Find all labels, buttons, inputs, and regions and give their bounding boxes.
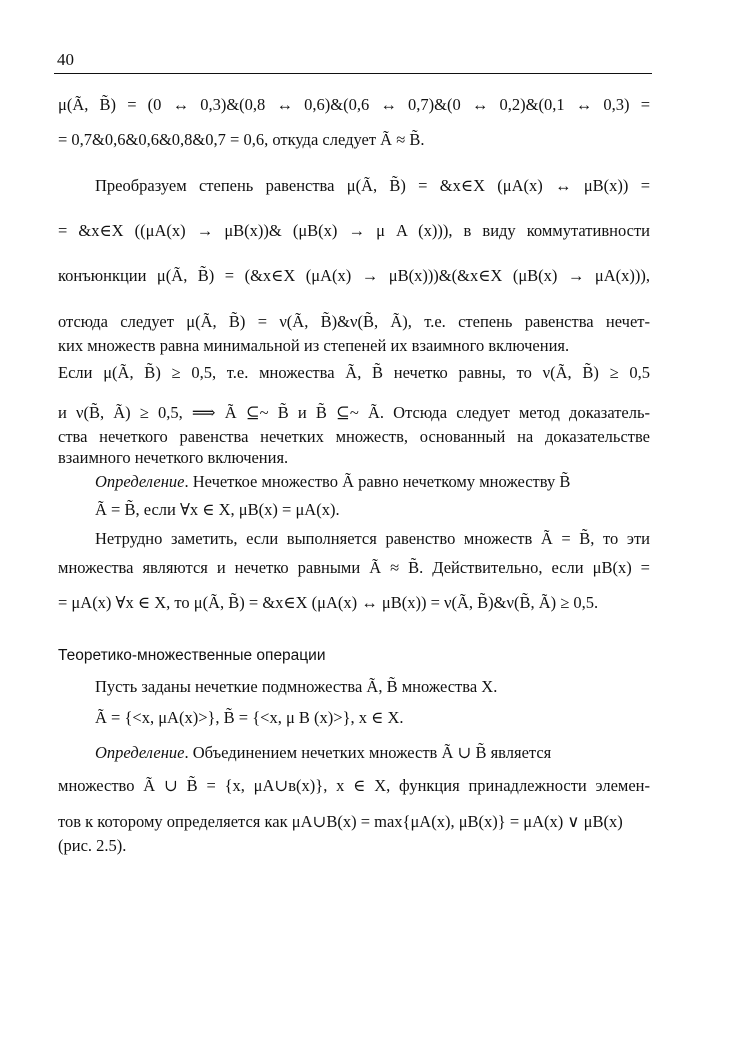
definition-2-line-2: множество Ã ∪ B̃ = {x, μA∪в(x)}, x ∈ X, функция принадлежности элемен- xyxy=(58,776,650,795)
paragraph-3-line-1: Нетрудно заметить, если выполняется равенство множеств Ã = B̃, то эти xyxy=(95,529,650,548)
definition-2-line-4: (рис. 2.5). xyxy=(58,836,127,855)
paragraph-2-line-3: ства нечеткого равенства нечетких множеств, основанный на доказательстве xyxy=(58,427,650,446)
definition-1-line-2: Ã = B̃, если ∀x ∈ X, μB(x) = μA(x). xyxy=(95,500,340,519)
definition-2-label: Определение xyxy=(95,743,185,762)
paragraph-1-line-4: отсюда следует μ(Ã, B̃) = ν(Ã, B̃)&ν(B̃, Ã), т.е. степень равенства нечет- xyxy=(58,312,650,331)
paragraph-1-line-5: ких множеств равна минимальной из степеней их взаимного включения. xyxy=(58,336,570,355)
definition-2-text: . Объединением нечетких множеств Ã ∪ B̃ является xyxy=(184,743,552,762)
paragraph-1-line-2: = &x∈X ((μA(x) → μB(x))& (μB(x) → μ A (x))), в виду коммутативности xyxy=(58,221,650,240)
paragraph-1-line-1: Преобразуем степень равенства μ(Ã, B̃) = &x∈X (μA(x) ↔ μB(x)) = xyxy=(95,176,650,195)
paragraph-2-line-2: и ν(B̃, Ã) ≥ 0,5, ⟹ Ã ⊆~ B̃ и B̃ ⊆~ Ã. Отсюда следует метод доказатель- xyxy=(58,403,650,422)
definition-2-line-1 xyxy=(95,743,650,763)
definition-1-text: . Нечеткое множество Ã равно нечеткому множеству B̃ xyxy=(184,472,571,491)
equation-1-line-1: μ(Ã, B̃) = (0 ↔ 0,3)&(0,8 ↔ 0,6)&(0,6 ↔ 0,7)&(0 ↔ 0,2)&(0,1 ↔ 0,3) = xyxy=(58,95,650,114)
equation-1-line-2: = 0,7&0,6&0,6&0,8&0,7 = 0,6, откуда следует Ã ≈ B̃. xyxy=(58,130,425,149)
paragraph-1-line-3: конъюнкции μ(Ã, B̃) = (&x∈X (μA(x) → μB(x)))&(&x∈X (μB(x) → μA(x))), xyxy=(58,266,650,285)
paragraph-2-line-4: взаимного нечеткого включения. xyxy=(58,448,289,467)
definition-1-line-1 xyxy=(95,472,650,492)
paragraph-3-line-3: = μA(x) ∀x ∈ X, то μ(Ã, B̃) = &x∈X (μA(x) ↔ μB(x)) = ν(Ã, B̃)&ν(B̃, Ã) ≥ 0,5. xyxy=(58,593,599,612)
page-number: 40 xyxy=(57,50,74,69)
definition-1-label: Определение xyxy=(95,472,185,491)
section-heading: Теоретико-множественные операции xyxy=(58,647,326,664)
paragraph-2-line-1: Если μ(Ã, B̃) ≥ 0,5, т.е. множества Ã, B̃ нечетко равны, то ν(Ã, B̃) ≥ 0,5 xyxy=(58,363,650,382)
paragraph-3-line-2: множества являются и нечетко равными Ã ≈ B̃. Действительно, если μB(x) = xyxy=(58,558,650,577)
header-rule xyxy=(54,73,652,74)
paragraph-4-line-1: Пусть заданы нечеткие подмножества Ã, B̃ множества X. xyxy=(95,677,498,696)
definition-2-line-3: тов к которому определяется как μA∪B(x) = max{μA(x), μB(x)} = μA(x) ∨ μB(x) xyxy=(58,812,623,831)
paragraph-4-line-2: Ã = {<x, μA(x)>}, B̃ = {<x, μ B (x)>}, x ∈ X. xyxy=(95,708,404,727)
